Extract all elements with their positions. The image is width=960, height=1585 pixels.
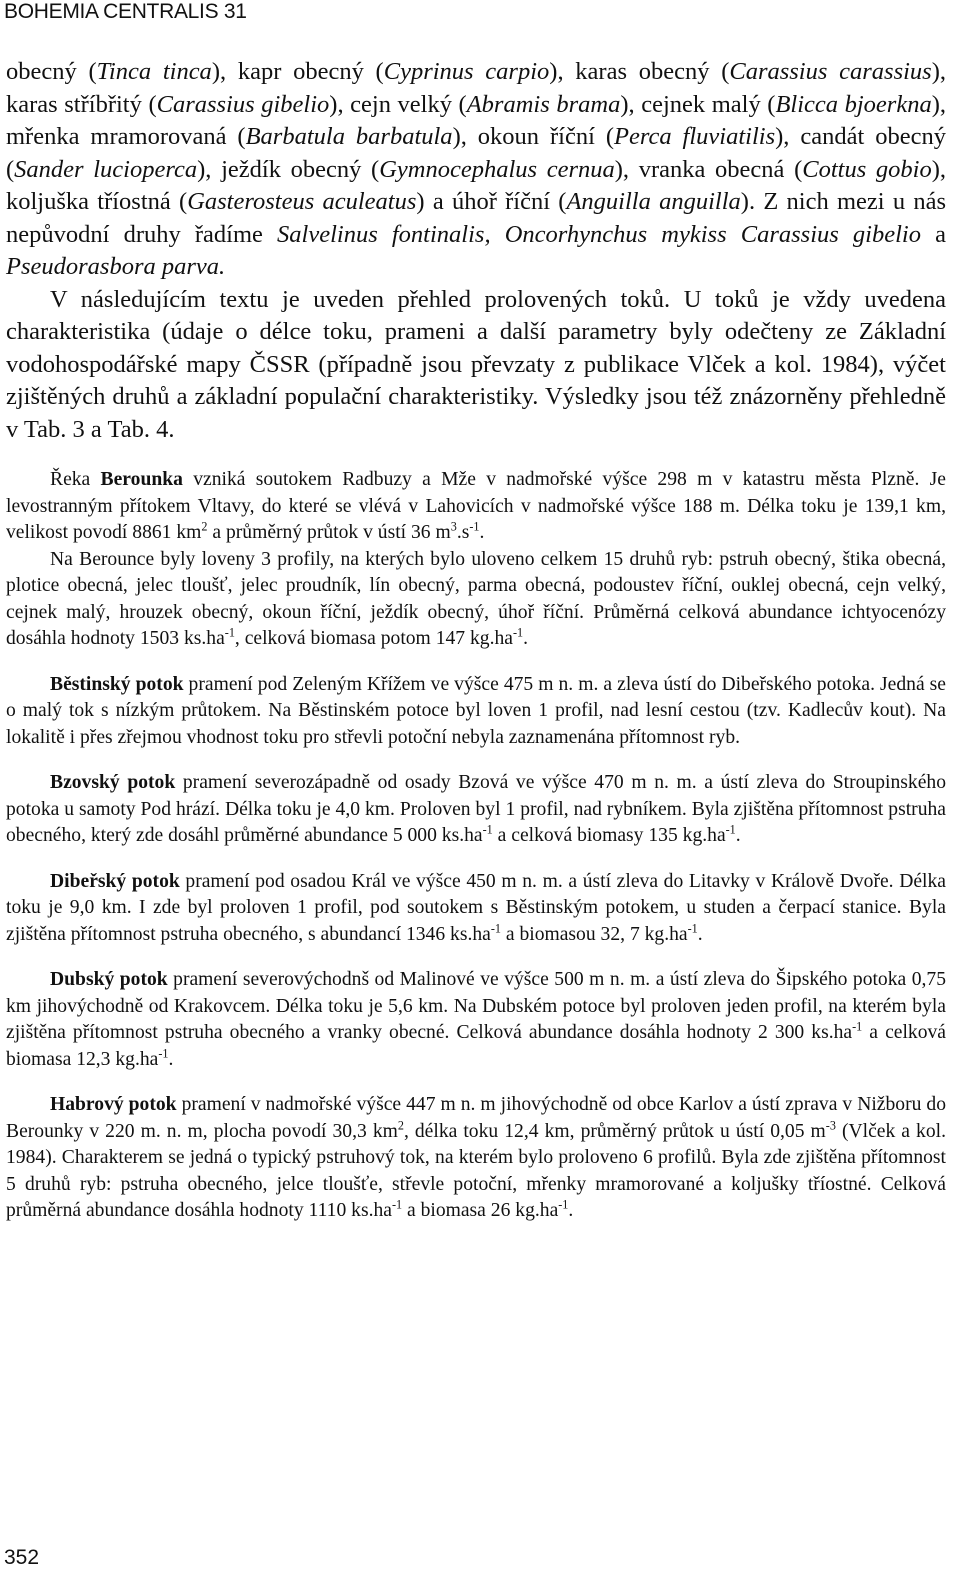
stream-name: Běstinský potok bbox=[50, 673, 184, 695]
page-number: 352 bbox=[4, 1546, 40, 1569]
stream-name: Bzovský potok bbox=[50, 772, 176, 793]
river-name: Berounka bbox=[100, 469, 183, 490]
section-dubsky-potok bbox=[6, 967, 946, 1073]
dibersky-paragraph: Dibeřský potok pramení pod osadou Král ve výšce 450 m n. m. a ústí zleva do Litavky v Králově Dvoře. Délka toku je 9,0 km. I zde byl proloven 1 profil, pod soutokem s Běstinským potokem, u studen a čerpací stanice. Byla zjištěna přítomnost pstruha obecného, s abundancí 1346 $ks.ha^{-1}$ a biomasou 32, 7 $kg.ha^{-1}$. bbox=[6, 870, 946, 945]
running-header: BOHEMIA CENTRALIS 31 bbox=[4, 0, 247, 23]
section-berounka bbox=[6, 467, 946, 653]
page-body bbox=[6, 56, 946, 1225]
section-dibersky-potok bbox=[6, 869, 946, 949]
overview-paragraph: V následujícím textu je uveden přehled prolovených toků. U toků je vždy uvedena charakteristika (údaje o délce toku, prameni a další parametry byly odečteny ze Základní vodohospodářské mapy ČSSR (případně jsou převzaty z publikace Vlček a kol. 1984), výčet zjištěných druhů a základní populační charakteristiky. Výsledky jsou též znázorněny přehledně v Tab. 3 a Tab. 4. bbox=[6, 285, 946, 443]
species-list-paragraph: obecný (Tinca tinca), kapr obecný (Cyprinus carpio), karas obecný (Carassius carassius), karas stříbřitý (Carassius gibelio), cejn velký (Abramis brama), cejnek malý (Blicca bjoerkna), mřenka mramorovaná (Barbatula barbatula), okoun říční (Perca fluviatilis), candát obecný (Sander lucioperca), ježdík obecný (Gymnocephalus cernua), vranka obecná (Cottus gobio), koljuška tříostná (Gasterosteus aculeatus) a úhoř říční (Anguilla anguilla). Z nich mezi u nás nepůvodní druhy řadíme Salvelinus fontinalis, Oncorhynchus mykiss Carassius gibelio a Pseudorasbora parva. bbox=[6, 58, 947, 280]
habrovy-paragraph: Habrový potok pramení v nadmořské výšce 447 m n. m jihovýchodně od obce Karlov a ústí zprava v Nižboru do Berounky v 220 m. n. m, plocha povodí 30,3 $km^2$, délka toku 12,4 km, průměrný průtok u ústí 0,05 $m^{-3}$ (Vlček a kol. 1984). Charakterem se jedná o typický pstruhový tok, na kterém bylo proloveno 6 profilů. Byla zde zjištěna přítomnost 5 druhů ryb: pstruha obecného, jelce tloušťe, střevle potoční, mřenky mramorované a koljušky tříostné. Celková průměrná abundance dosáhla hodnoty 1110 $ks.ha^{-1}$ a biomasa 26 $kg.ha^{-1}$. bbox=[6, 1094, 946, 1221]
stream-name: Dubský potok bbox=[50, 969, 168, 990]
berounka-paragraph-2: Na Berounce byly loveny 3 profily, na kterých bylo uloveno celkem 15 druhů ryb: pstruh obecný, štika obecná, plotice obecná, jelec tloušť, jelec proudník, lín obecný, parma obecná, podoustev říční, ouklej obecná, cejn velký, cejnek malý, hrouzek obecný, okoun říční, ježdík obecný, úhoř říční. Průměrná celková abundance ichtyocenózy dosáhla hodnoty 1503 $ks.ha^{-1}$, celková biomasa potom 147 $kg.ha^{-1}$. bbox=[6, 548, 946, 649]
section-bestinsky-potok bbox=[6, 672, 946, 752]
stream-name: Habrový potok bbox=[50, 1094, 177, 1115]
intro-section bbox=[6, 56, 946, 446]
section-bzovsky-potok bbox=[6, 770, 946, 850]
berounka-paragraph-1: Řeka Berounka vzniká soutokem Radbuzy a Mže v nadmořské výšce 298 m v katastru města Plzně. Je levostranným přítokem Vltavy, do které se vlévá v Lahovicích v nadmořské výšce 188 m. Délka toku je 139,1 km, velikost povodí 8861 $km^2$ a průměrný průtok v ústí 36 $m^3.s^{-1}$. bbox=[6, 469, 946, 543]
dubsky-paragraph: Dubský potok pramení severovýchodnš od Malinové ve výšce 500 m n. m. a ústí zleva do Šipského potoka 0,75 km jihovýchodně od Krakovcem. Délka toku je 5,6 km. Na Dubském potoce byl proloven jeden profil, na kterém byla zjištěna přítomnost pstruha obecného a vranky obecné. Celková abundance dosáhla hodnoty 2 300 $ks.ha^{-1}$ a celková biomasa 12,3 $kg.ha^{-1}$. bbox=[6, 969, 947, 1070]
section-habrovy-potok bbox=[6, 1092, 946, 1225]
bzovsky-paragraph: Bzovský potok pramení severozápadně od osady Bzová ve výšce 470 m n. m. a ústí zleva do Stroupinského potoka u samoty Pod hrází. Délka toku je 4,0 km. Proloven byl 1 profil, nad rybníkem. Byla zjištěna přítomnost pstruha obecného, který zde dosáhl průměrné abundance 5 000 $ks.ha^{-1}$ a celková biomasy 135 $kg.ha^{-1}$. bbox=[6, 772, 946, 846]
stream-name: Dibeřský potok bbox=[50, 870, 180, 892]
bestinsky-paragraph: Běstinský potok pramení pod Zeleným Křížem ve výšce 475 m n. m. a zleva ústí do Dibeřského potoka. Jedná se o malý tok s nízkým průtokem. Na Běstinském potoce byl loven 1 profil, nad lesní cestou (tzv. Kadlecův kout). Na lokalitě i přes zřejmou vhodnost toku pro střevli potoční nebyla zaznamenána přítomnost ryb. bbox=[6, 673, 947, 748]
